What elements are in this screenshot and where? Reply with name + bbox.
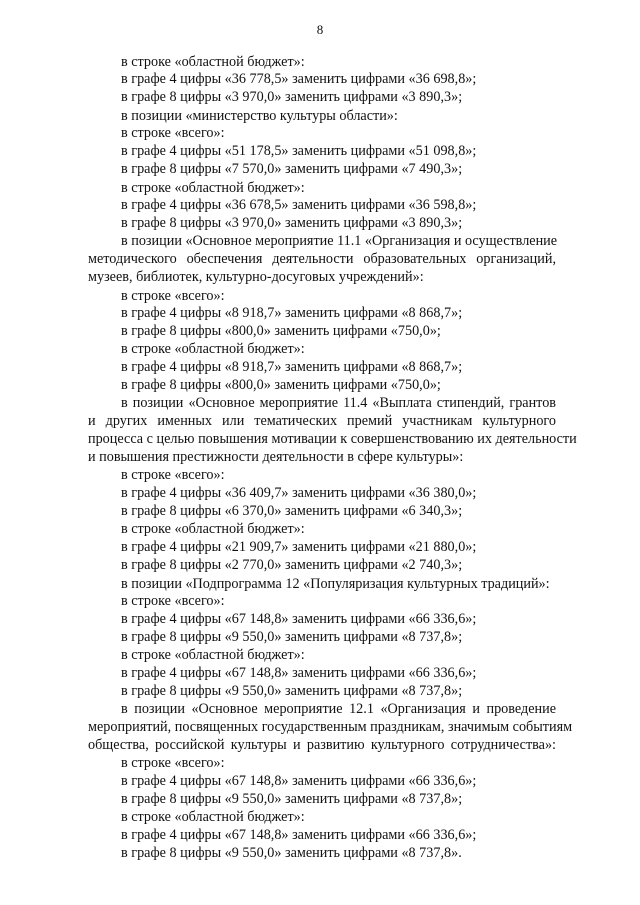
text-line: в позиции «Основное мероприятие 11.1 «Организация и осуществление — [121, 233, 558, 249]
text-line: в графе 4 цифры «36 409,7» заменить цифрами «36 380,0»; — [121, 485, 477, 501]
text-line: процесса с целью повышения мотивации к совершенствованию их деятельности — [88, 431, 577, 447]
text-line: в строке «всего»: — [121, 288, 225, 304]
text-line: в графе 4 цифры «51 178,5» заменить цифрами «51 098,8»; — [121, 143, 477, 159]
text-line: в позиции «Основное мероприятие 12.1 «Организация и проведение — [121, 701, 556, 717]
text-line: в строке «областной бюджет»: — [121, 647, 305, 663]
text-line: методического обеспечения деятельности образовательных организаций, — [88, 251, 556, 267]
text-line: в позиции «Подпрограмма 12 «Популяризация культурных традиций»: — [121, 576, 550, 592]
text-line: в строке «всего»: — [121, 593, 225, 609]
text-line: в позиции «министерство культуры области»: — [121, 108, 398, 124]
text-line: в графе 4 цифры «8 918,7» заменить цифрами «8 868,7»; — [121, 359, 463, 375]
text-line: и других именных или тематических премий участникам культурного — [88, 413, 556, 429]
text-line: в графе 8 цифры «9 550,0» заменить цифрами «8 737,8»; — [121, 629, 463, 645]
text-line: музеев, библиотек, культурно-досуговых учреждений»: — [88, 269, 424, 285]
text-line: в графе 8 цифры «7 570,0» заменить цифрами «7 490,3»; — [121, 161, 463, 177]
text-line: общества, российской культуры и развитию культурного сотрудничества»: — [88, 737, 556, 753]
text-line: в графе 8 цифры «9 550,0» заменить цифрами «8 737,8». — [121, 845, 462, 861]
text-line: и повышения престижности деятельности в сфере культуры»: — [88, 449, 464, 465]
text-line: в графе 8 цифры «3 970,0» заменить цифрами «3 890,3»; — [121, 89, 463, 105]
text-line: в графе 4 цифры «8 918,7» заменить цифрами «8 868,7»; — [121, 305, 463, 321]
text-line: в строке «всего»: — [121, 755, 225, 771]
text-line: в графе 8 цифры «9 550,0» заменить цифрами «8 737,8»; — [121, 791, 463, 807]
text-line: в графе 4 цифры «67 148,8» заменить цифрами «66 336,6»; — [121, 827, 477, 843]
text-line: в строке «всего»: — [121, 467, 225, 483]
text-line: в строке «областной бюджет»: — [121, 54, 305, 70]
text-line: в строке «всего»: — [121, 125, 225, 141]
text-line: в позиции «Основное мероприятие 11.4 «Выплата стипендий, грантов — [121, 395, 556, 411]
text-line: в графе 8 цифры «2 770,0» заменить цифрами «2 740,3»; — [121, 557, 463, 573]
text-line: в графе 8 цифры «6 370,0» заменить цифрами «6 340,3»; — [121, 503, 463, 519]
text-line: в строке «областной бюджет»: — [121, 180, 305, 196]
text-line: в строке «областной бюджет»: — [121, 521, 305, 537]
text-line: в графе 8 цифры «3 970,0» заменить цифрами «3 890,3»; — [121, 215, 463, 231]
page-number: 8 — [316, 22, 324, 37]
text-line: мероприятий, посвященных государственным праздникам, значимым событиям — [88, 719, 573, 735]
text-line: в графе 4 цифры «67 148,8» заменить цифрами «66 336,6»; — [121, 611, 477, 627]
text-line: в графе 4 цифры «67 148,8» заменить цифрами «66 336,6»; — [121, 773, 477, 789]
text-line: в строке «областной бюджет»: — [121, 341, 305, 357]
text-line: в графе 4 цифры «36 678,5» заменить цифрами «36 598,8»; — [121, 197, 477, 213]
text-line: в графе 8 цифры «800,0» заменить цифрами «750,0»; — [121, 377, 441, 393]
text-line: в графе 8 цифры «9 550,0» заменить цифрами «8 737,8»; — [121, 683, 463, 699]
text-line: в графе 8 цифры «800,0» заменить цифрами «750,0»; — [121, 323, 441, 339]
text-line: в графе 4 цифры «21 909,7» заменить цифрами «21 880,0»; — [121, 539, 477, 555]
text-line: в графе 4 цифры «67 148,8» заменить цифрами «66 336,6»; — [121, 665, 477, 681]
text-line: в строке «областной бюджет»: — [121, 809, 305, 825]
text-line: в графе 4 цифры «36 778,5» заменить цифрами «36 698,8»; — [121, 71, 477, 87]
